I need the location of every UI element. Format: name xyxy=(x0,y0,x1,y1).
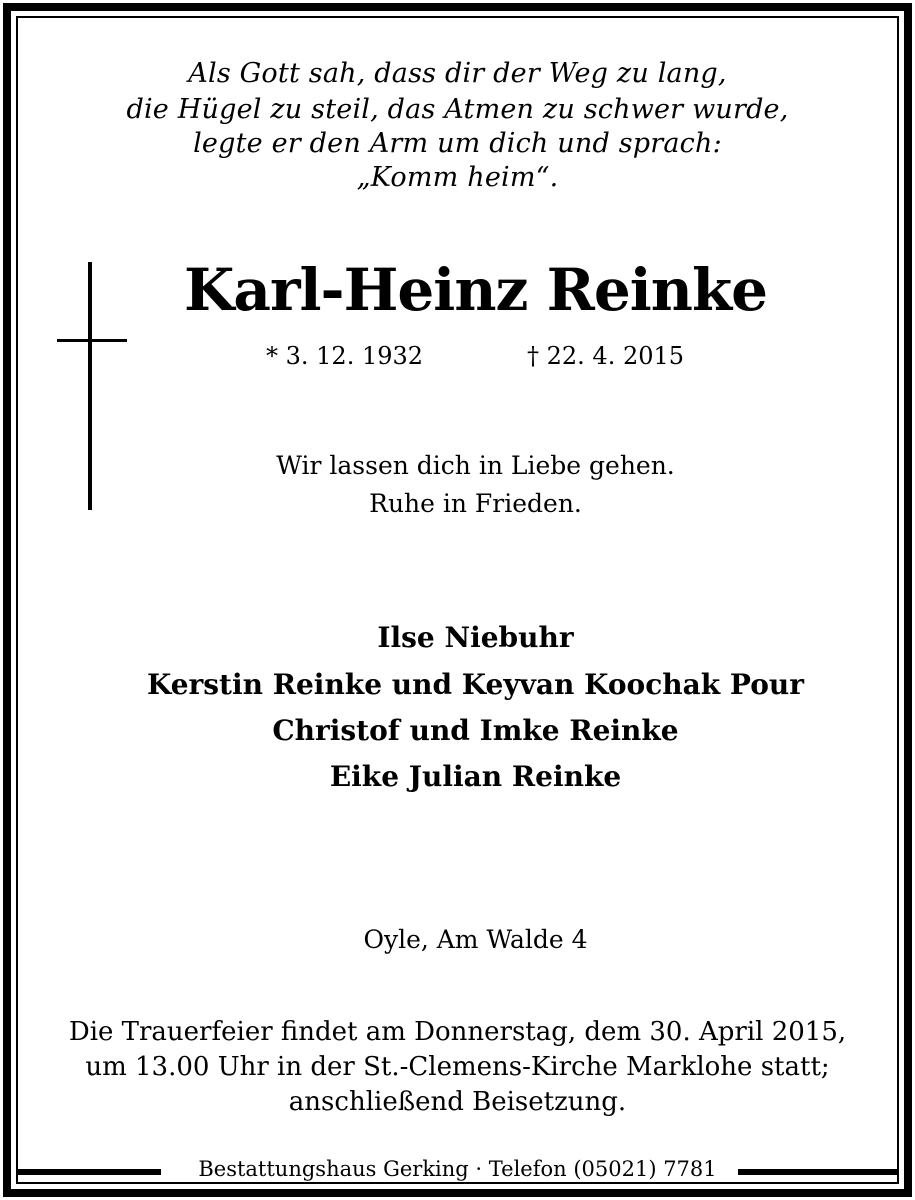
verse-line-3: legte er den Arm um dich und sprach: xyxy=(193,128,722,159)
verse-line-2: die Hügel zu steil, das Atmen zu schwer wurde, xyxy=(126,94,789,125)
ceremony-line-2: um 13.00 Uhr in der St.-Clemens-Kirche Marklohe statt; xyxy=(85,1052,830,1082)
ceremony-line-1: Die Trauerfeier findet am Donnerstag, dem 30. April 2015, xyxy=(68,1017,847,1047)
mourner-1: Ilse Niebuhr xyxy=(377,621,574,654)
funeral-home-footer xyxy=(0,1157,915,1181)
farewell-line-1: Wir lassen dich in Liebe gehen. xyxy=(276,451,675,480)
birth-date: * 3. 12. 1932 xyxy=(266,342,424,370)
verse-line-1: Als Gott sah, dass dir der Weg zu lang, xyxy=(188,58,727,89)
mourner-4: Eike Julian Reinke xyxy=(329,760,622,793)
farewell-line-2: Ruhe in Frieden. xyxy=(369,489,582,518)
deceased-name: Karl-Heinz Reinke xyxy=(183,256,768,324)
mourner-2: Kerstin Reinke und Keyvan Koochak Pour xyxy=(147,668,804,701)
ceremony-line-3: anschließend Beisetzung. xyxy=(288,1087,627,1117)
address: Oyle, Am Walde 4 xyxy=(363,925,588,954)
death-date: † 22. 4. 2015 xyxy=(527,342,685,370)
cross-icon-bar xyxy=(57,339,127,342)
mourner-3: Christof und Imke Reinke xyxy=(272,714,679,747)
verse-line-4: „Komm heim“. xyxy=(356,162,559,193)
footer-label: Bestattungshaus Gerking · Telefon (05021) 7781 xyxy=(192,1157,722,1181)
